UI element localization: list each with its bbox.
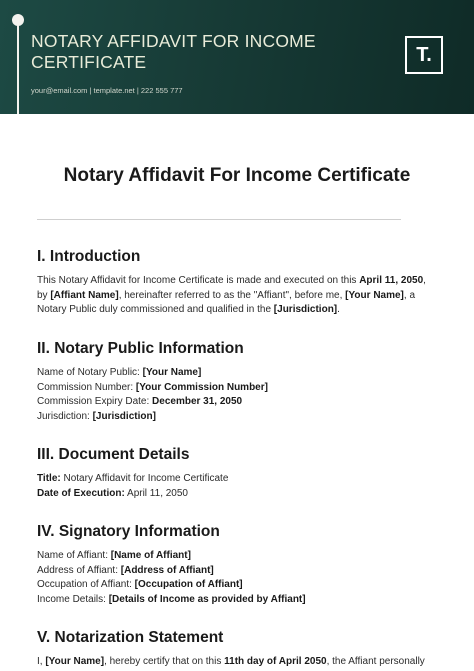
intro-notary-name: [Your Name]: [345, 289, 404, 301]
commission-expiry-row: Commission Expiry Date: December 31, 2050: [37, 396, 243, 408]
section-document-details: [37, 445, 442, 501]
document-title: Notary Affidavit For Income Certificate: [63, 165, 411, 186]
intro-text: This Notary Affidavit for Income Certificate is made and executed on this: [37, 275, 360, 286]
notarization-paragraph: I, [Your Name], hereby certify that on this 11th day of April 2050, the Affiant personally: [37, 656, 425, 667]
jurisdiction-row: Jurisdiction: [Jurisdiction]: [37, 411, 156, 423]
introduction-paragraph: [37, 274, 442, 318]
intro-text: , hereinafter referred to as the "Affiant", before me,: [118, 289, 346, 301]
doc-title-row: Title: Notary Affidavit for Income Certificate: [37, 473, 229, 484]
intro-text: by: [37, 289, 51, 301]
section-signatory: [37, 522, 442, 608]
signatory-list: [37, 549, 442, 608]
document-details-heading: III. Document Details: [37, 446, 190, 463]
intro-jurisdiction: [Jurisdiction]: [273, 304, 338, 316]
decorative-dot: [12, 14, 24, 26]
notary-info-list: [37, 366, 442, 425]
intro-text: Notary Public duly commissioned and qualified in the: [37, 304, 274, 316]
template-logo: [405, 36, 443, 74]
intro-text: , a: [403, 289, 416, 301]
section-introduction: [37, 247, 442, 318]
intro-date: April 11, 2050: [359, 275, 424, 286]
affiant-occupation-row: Occupation of Affiant: [Occupation of Affiant]: [37, 579, 243, 591]
introduction-heading: I. Introduction: [37, 248, 141, 265]
logo-letter: T.: [416, 43, 432, 66]
signatory-heading: IV. Signatory Information: [37, 523, 220, 540]
section-notary-info: [37, 339, 442, 425]
decorative-line: [17, 20, 19, 114]
notary-info-heading: II. Notary Public Information: [37, 340, 244, 357]
header-banner: [0, 0, 474, 114]
commission-number-row: Commission Number: [Your Commission Number]: [37, 381, 268, 393]
notary-name-row: Name of Notary Public: [Your Name]: [37, 367, 202, 378]
document-details-list: [37, 472, 442, 501]
intro-text: ,: [423, 275, 426, 286]
section-notarization: [37, 628, 442, 670]
notarization-heading: V. Notarization Statement: [37, 629, 224, 646]
affiant-name-row: Name of Affiant: [Name of Affiant]: [37, 550, 191, 561]
title-divider: [37, 219, 401, 220]
income-details-row: Income Details: [Details of Income as provided by Affiant]: [37, 594, 306, 606]
doc-date-row: Date of Execution: April 11, 2050: [37, 487, 188, 499]
banner-contact: your@email.com | template.net | 222 555 777: [31, 86, 183, 95]
intro-text: .: [337, 304, 340, 316]
affiant-address-row: Address of Affiant: [Address of Affiant]: [37, 564, 214, 576]
banner-title: NOTARY AFFIDAVIT FOR INCOME CERTIFICATE: [31, 31, 316, 72]
intro-affiant: [Affiant Name]: [50, 289, 119, 301]
